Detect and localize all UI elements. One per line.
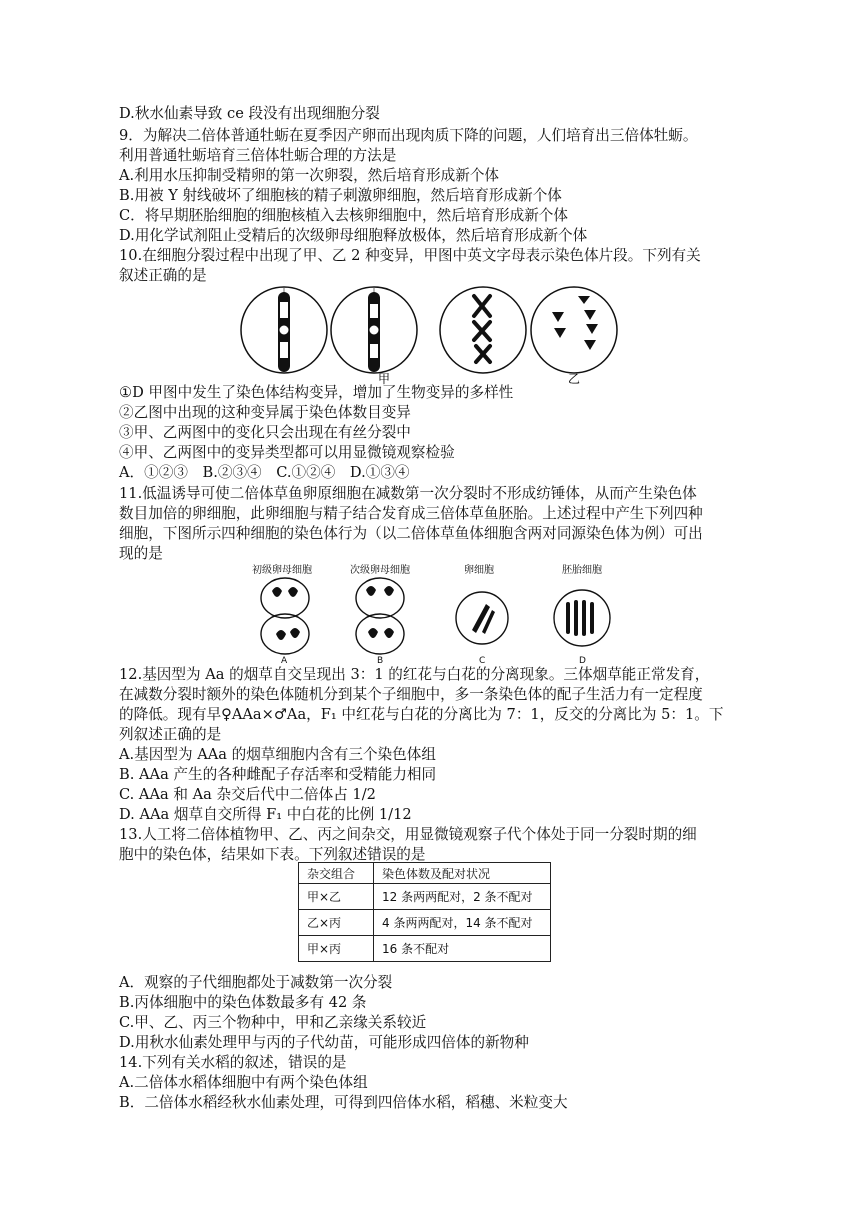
table-cell: 乙×丙	[299, 910, 374, 936]
table-cell: 4 条两两配对，14 条不配对	[374, 910, 551, 936]
question-10-stem: 10.在细胞分裂过程中出现了甲、乙 2 种变异，甲图中英文字母表示染色体片段。下列有关	[119, 247, 701, 264]
fig11-letter-b: B	[377, 656, 384, 664]
cell-yi-2	[531, 287, 617, 373]
question-12-option-a: A.基因型为 AAa 的烟草细胞内含有三个染色体组	[119, 746, 436, 763]
question-10-options: A．①②③ B.②③④ C.①②④ D.①③④	[119, 464, 410, 481]
question-13-option-b: B.丙体细胞中的染色体数最多有 42 条	[119, 994, 367, 1011]
fig11-letter-c: C	[479, 656, 486, 664]
question-13-option-d: D.用秋水仙素处理甲与丙的子代幼苗，可能形成四倍体的新物种	[119, 1034, 529, 1051]
question-14-option-a: A.二倍体水稻体细胞中有两个染色体组	[119, 1074, 368, 1091]
question-13-stem: 13.人工将二倍体植物甲、乙、丙之间杂交，用显微镜观察子代个体处于同一分裂时期的细	[119, 826, 697, 843]
question-14-option-b: B．二倍体水稻经秋水仙素处理，可得到四倍体水稻，稻穗、米粒变大	[119, 1094, 568, 1111]
chromosome-jia-2	[368, 292, 380, 372]
statement-2: ②乙图中出现的这种变异属于染色体数目变异	[119, 404, 411, 421]
table-header: 染色体数及配对状况	[374, 863, 551, 884]
table-cell: 12 条两两配对，2 条不配对	[374, 884, 551, 910]
table-cell: 甲×乙	[299, 884, 374, 910]
fig11-letter-d: D	[579, 656, 586, 664]
cross-result-table	[298, 862, 551, 962]
fig11-title-a: 初级卵母细胞	[252, 565, 312, 576]
question-12-option-d: D. AAa 烟草自交所得 F₁ 中白花的比例 1/12	[119, 806, 412, 823]
statement-4: ④甲、乙两图中的变异类型都可以用显微镜观察检验	[119, 444, 455, 461]
question-13-option-c: C.甲、乙、丙三个物种中，甲和乙亲缘关系较近	[119, 1014, 427, 1031]
chromosomes-yi-1	[474, 296, 490, 362]
question-12-stem-cont: 在减数分裂时额外的染色体随机分到某个子细胞中，多一条染色体的配子生活力有一定程度	[119, 686, 703, 703]
question-9-stem: 9．为解决二倍体普通牡蛎在夏季因产卵而出现肉质下降的问题，人们培育出三倍体牡蛎。	[119, 127, 698, 144]
cell-a	[261, 578, 309, 654]
question-9-stem-cont: 利用普通牡蛎培育三倍体牡蛎合理的方法是	[119, 147, 397, 164]
fig11-title-b: 次级卵母细胞	[350, 565, 410, 576]
question-13-stem-cont: 胞中的染色体，结果如下表。下列叙述错误的是	[119, 846, 426, 863]
figure-q11	[250, 576, 630, 664]
question-12-option-b: B. AAa 产生的各种雌配子存活率和受精能力相同	[119, 766, 437, 783]
question-13-option-a: A．观察的子代细胞都处于减数第一次分裂	[119, 974, 393, 991]
statement-3: ③甲、乙两图中的变化只会出现在有丝分裂中	[119, 424, 411, 441]
fig11-title-c: 卵细胞	[464, 565, 494, 576]
question-12-stem: 12.基因型为 Aa 的烟草自交呈现出 3：1 的红花与白花的分离现象。三体烟草能正常发育，	[119, 666, 710, 683]
question-11-stem-cont: 数目加倍的卵细胞，此卵细胞与精子结合发育成三倍体草鱼胚胎。上述过程中产生下列四种	[119, 505, 703, 522]
table-row	[299, 884, 551, 910]
cell-b	[356, 578, 404, 654]
statement-1: ①D 甲图中发生了染色体结构变异，增加了生物变异的多样性	[119, 384, 514, 401]
table-row	[299, 910, 551, 936]
question-9-option-c: C．将早期胚胎细胞的细胞核植入去核卵细胞中，然后培育形成新个体	[119, 207, 568, 224]
question-12-stem-cont2: 的降低。现有早♀AAa×♂Aa，F₁ 中红花与白花的分离比为 7：1，反交的分离比为 5：1。下	[119, 706, 724, 723]
figure-label-yi: 乙	[568, 372, 581, 386]
question-14-stem: 14.下列有关水稻的叙述，错误的是	[119, 1054, 347, 1071]
table-cell: 甲×丙	[299, 936, 374, 962]
cell-c	[456, 592, 508, 644]
text-line: D.秋水仙素导致 ce 段没有出现细胞分裂	[119, 105, 380, 122]
table-header: 杂交组合	[299, 863, 374, 884]
cell-d	[554, 590, 610, 646]
chromosomes-yi-2	[552, 296, 598, 350]
question-10-stem-cont: 叙述正确的是	[119, 267, 207, 284]
question-11-stem-cont3: 现的是	[119, 545, 163, 562]
fig11-title-d: 胚胎细胞	[562, 565, 602, 576]
question-9-option-a: A.利用水压抑制受精卵的第一次卵裂，然后培育形成新个体	[119, 167, 500, 184]
table-cell: 16 条不配对	[374, 936, 551, 962]
table-header-row	[299, 863, 551, 884]
question-9-option-b: B.用被 Y 射线破坏了细胞核的精子刺激卵细胞，然后培育形成新个体	[119, 187, 562, 204]
fig11-letter-a: A	[281, 656, 288, 664]
chromosome-jia-1	[278, 292, 290, 372]
question-11-stem: 11.低温诱导可使二倍体草鱼卵原细胞在减数第一次分裂时不形成纺锤体，从而产生染色体	[119, 485, 697, 502]
question-9-option-d: D.用化学试剂阻止受精后的次级卵母细胞释放极体，然后培育形成新个体	[119, 227, 588, 244]
figure-q10	[238, 284, 628, 386]
question-12-option-c: C. AAa 和 Aa 杂交后代中二倍体占 1/2	[119, 786, 376, 803]
figure-label-jia: 甲	[378, 372, 391, 386]
question-12-stem-cont3: 列叙述正确的是	[119, 726, 222, 743]
table-row	[299, 936, 551, 962]
question-11-stem-cont2: 细胞，下图所示四种细胞的染色体行为（以二倍体草鱼体细胞含两对同源染色体为例）可出	[119, 525, 703, 542]
